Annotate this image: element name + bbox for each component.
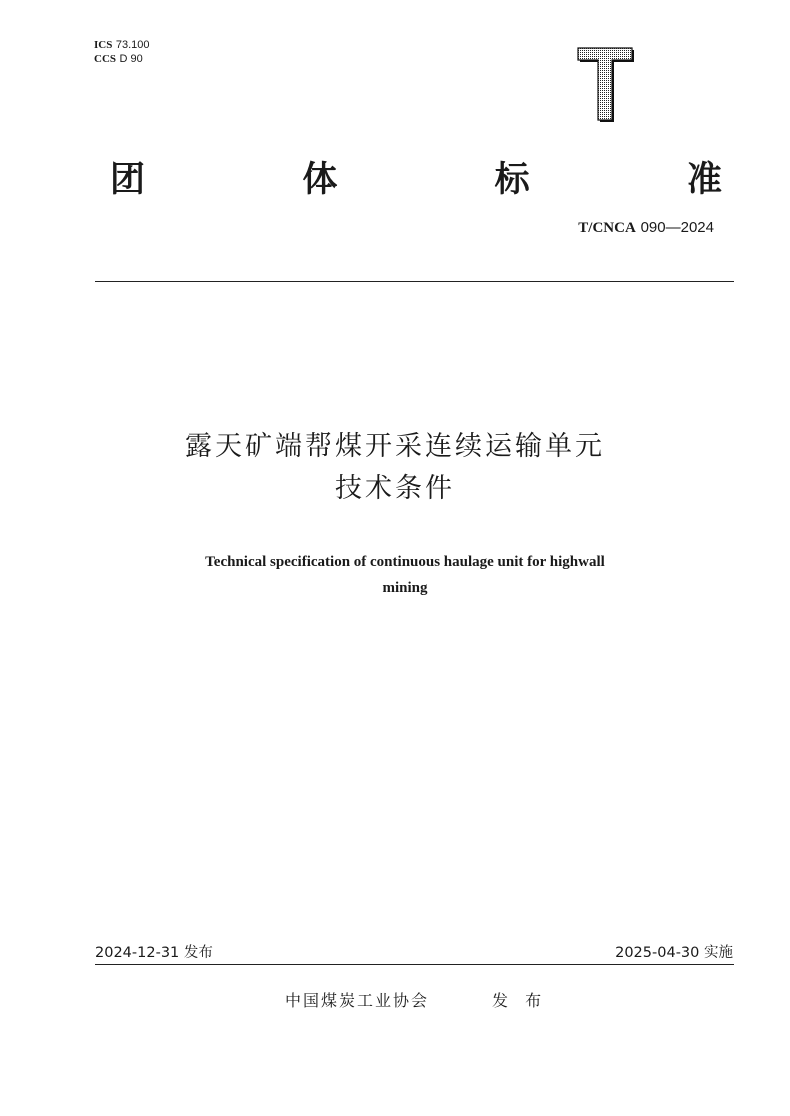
footer-divider <box>95 964 734 965</box>
english-title <box>95 549 715 601</box>
implementation-date: 2025-04-30 实施 <box>615 945 733 961</box>
ccs-code <box>94 52 150 66</box>
header-divider <box>95 281 734 282</box>
heading-char-2: 体 <box>302 160 338 200</box>
publisher-name: 中国煤炭工业协会 <box>285 991 430 1010</box>
ics-value: 73.100 <box>115 39 150 51</box>
standard-number <box>578 218 714 237</box>
ics-code <box>94 38 150 52</box>
chinese-title-line-2: 技术条件 <box>335 473 455 504</box>
group-standard-t-logo <box>576 46 638 126</box>
heading-char-1: 团 <box>110 160 146 200</box>
chinese-title-line-1: 露天矿端帮煤开采连续运输单元 <box>185 431 605 462</box>
publish-date: 2024-12-31 发布 <box>95 945 213 961</box>
english-title-line-1: Technical specification of continuous haulage unit for highwall <box>205 554 605 570</box>
ics-label: ICS <box>94 39 113 51</box>
heading-char-4: 准 <box>686 160 722 200</box>
standard-type-heading <box>110 158 722 202</box>
heading-char-3: 标 <box>494 160 530 200</box>
publisher-verb: 发 布 <box>492 991 542 1010</box>
chinese-title <box>95 426 695 510</box>
classification-codes <box>94 38 150 66</box>
standard-number-value: 090—2024 <box>640 219 714 236</box>
standard-number-prefix: T/CNCA <box>578 220 636 236</box>
ccs-label: CCS <box>94 53 117 65</box>
ccs-value: D 90 <box>119 53 143 65</box>
english-title-line-2: mining <box>382 580 428 596</box>
